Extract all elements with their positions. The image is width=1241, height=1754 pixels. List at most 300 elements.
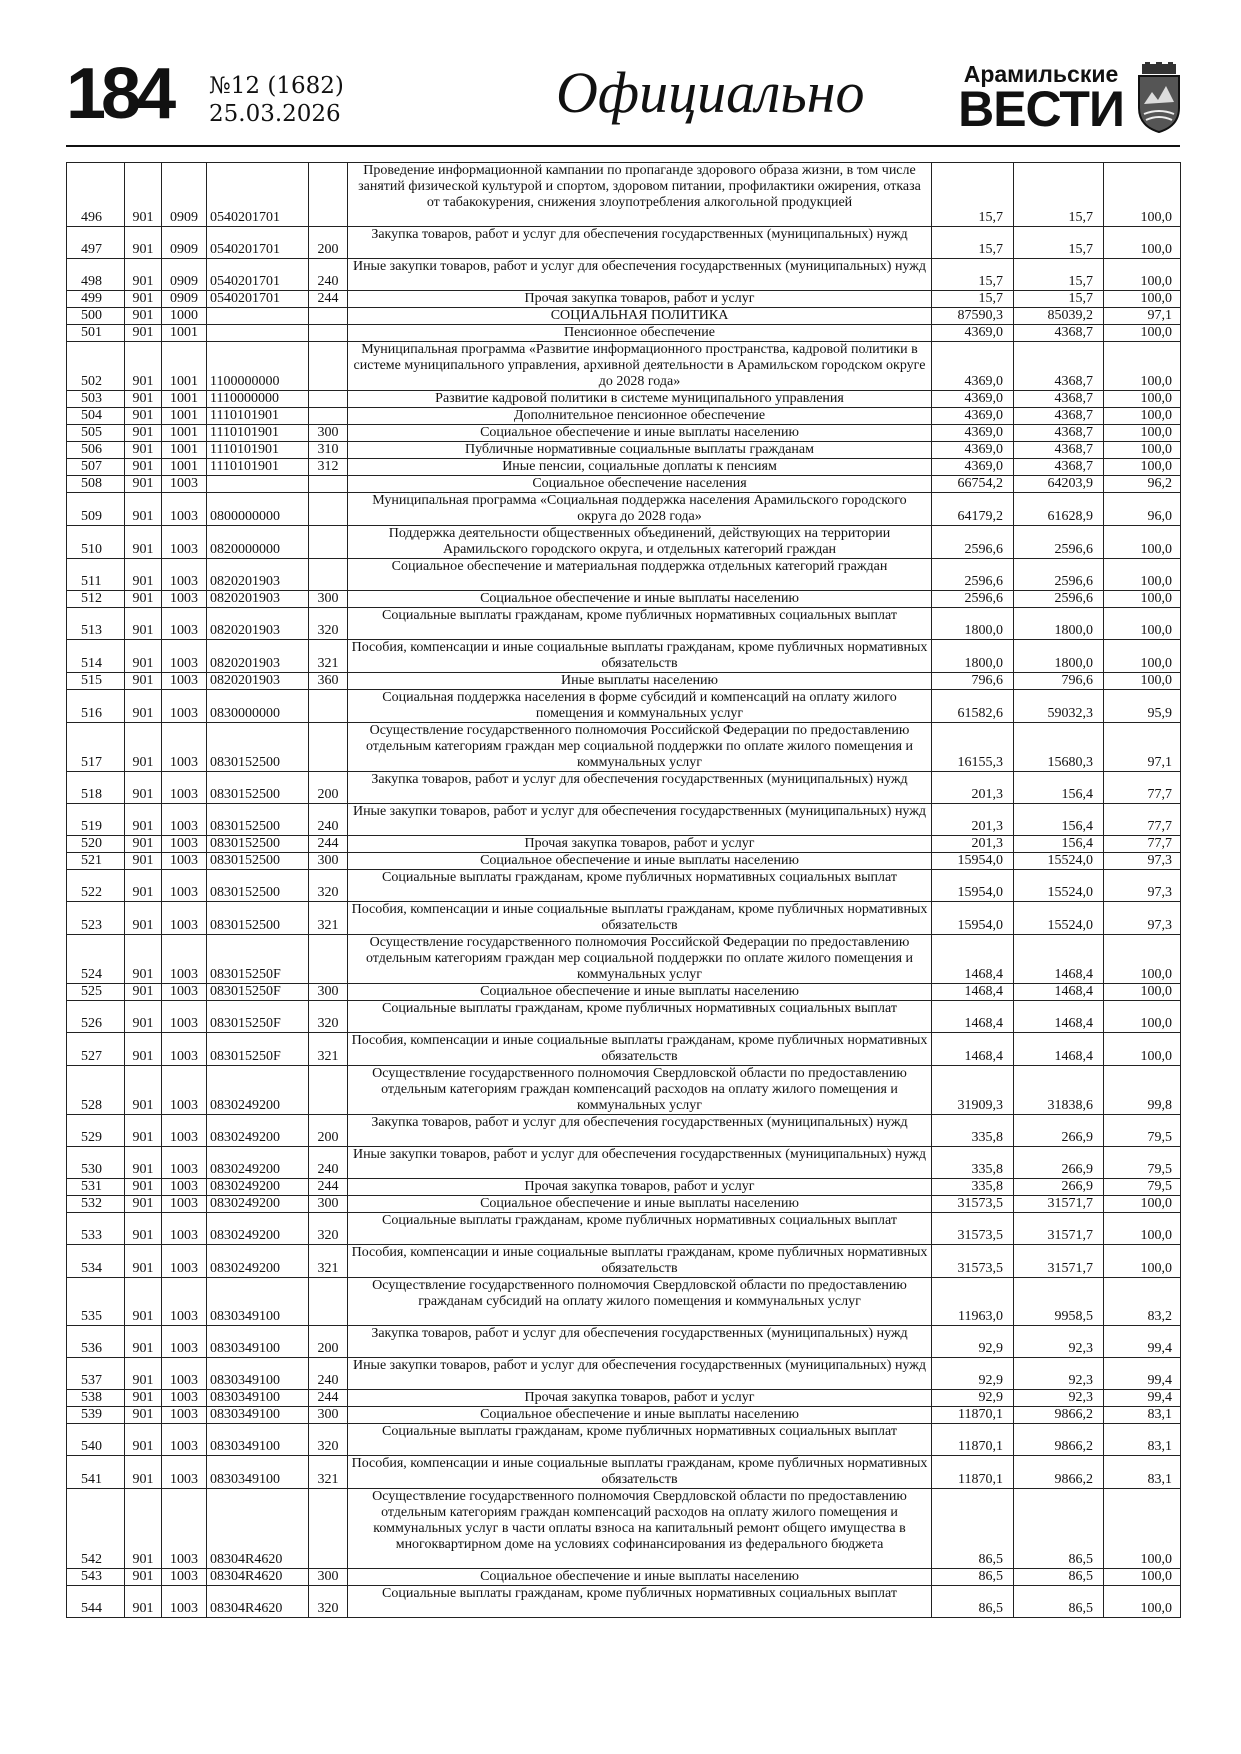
row-number: 512 <box>67 591 125 608</box>
executed-amount: 2596,6 <box>1014 526 1104 559</box>
row-number: 499 <box>67 291 125 308</box>
table-row <box>67 1569 1181 1586</box>
execution-percent: 100,0 <box>1104 1245 1181 1278</box>
section-code: 1003 <box>162 1001 207 1033</box>
expense-type <box>309 935 348 984</box>
planned-amount: 1468,4 <box>932 1033 1014 1066</box>
section-code: 1003 <box>162 1407 207 1424</box>
target-article: 0830000000 <box>207 690 309 723</box>
target-article: 0820201903 <box>207 559 309 591</box>
ministry-code: 901 <box>125 325 162 342</box>
planned-amount: 4369,0 <box>932 442 1014 459</box>
execution-percent: 100,0 <box>1104 526 1181 559</box>
target-article: 0830349100 <box>207 1390 309 1407</box>
section-code: 1001 <box>162 391 207 408</box>
section-code: 1001 <box>162 459 207 476</box>
ministry-code: 901 <box>125 1033 162 1066</box>
table-row <box>67 591 1181 608</box>
planned-amount: 15,7 <box>932 291 1014 308</box>
section-code: 1003 <box>162 673 207 690</box>
target-article: 0830152500 <box>207 804 309 836</box>
planned-amount: 86,5 <box>932 1569 1014 1586</box>
ministry-code: 901 <box>125 984 162 1001</box>
description: Пособия, компенсации и иные социальные выплаты гражданам, кроме публичных нормативных обязательств <box>348 640 932 673</box>
ministry-code: 901 <box>125 526 162 559</box>
row-number: 497 <box>67 227 125 259</box>
section-code: 1003 <box>162 640 207 673</box>
description: Социальное обеспечение и иные выплаты населению <box>348 1569 932 1586</box>
execution-percent: 100,0 <box>1104 425 1181 442</box>
description: Пенсионное обеспечение <box>348 325 932 342</box>
expense-type: 320 <box>309 1213 348 1245</box>
executed-amount: 31838,6 <box>1014 1066 1104 1115</box>
section-code: 1003 <box>162 1569 207 1586</box>
planned-amount: 335,8 <box>932 1179 1014 1196</box>
ministry-code: 901 <box>125 1326 162 1358</box>
description: Социальная поддержка населения в форме субсидий и компенсаций на оплату жилого помещения и коммунальных услуг <box>348 690 932 723</box>
target-article: 0830249200 <box>207 1179 309 1196</box>
section-code: 1003 <box>162 1586 207 1618</box>
execution-percent: 96,2 <box>1104 476 1181 493</box>
expense-type <box>309 342 348 391</box>
section-code: 1003 <box>162 476 207 493</box>
executed-amount: 4368,7 <box>1014 408 1104 425</box>
issue-info <box>209 72 344 128</box>
table-row <box>67 673 1181 690</box>
row-number: 511 <box>67 559 125 591</box>
description: Закупка товаров, работ и услуг для обеспечения государственных (муниципальных) нужд <box>348 227 932 259</box>
execution-percent: 100,0 <box>1104 1489 1181 1569</box>
section-code: 0909 <box>162 291 207 308</box>
table-row <box>67 325 1181 342</box>
ministry-code: 901 <box>125 1245 162 1278</box>
section-code: 1003 <box>162 1115 207 1147</box>
row-number: 502 <box>67 342 125 391</box>
section-code: 1003 <box>162 772 207 804</box>
section-code: 1003 <box>162 1326 207 1358</box>
target-article: 0540201701 <box>207 291 309 308</box>
executed-amount: 156,4 <box>1014 836 1104 853</box>
ministry-code: 901 <box>125 442 162 459</box>
ministry-code: 901 <box>125 902 162 935</box>
table-row <box>67 1179 1181 1196</box>
table-row <box>67 227 1181 259</box>
row-number: 539 <box>67 1407 125 1424</box>
executed-amount: 31571,7 <box>1014 1196 1104 1213</box>
description: Социальное обеспечение и иные выплаты населению <box>348 591 932 608</box>
execution-percent: 99,4 <box>1104 1326 1181 1358</box>
description: Социальное обеспечение населения <box>348 476 932 493</box>
execution-percent: 100,0 <box>1104 163 1181 227</box>
description: Пособия, компенсации и иные социальные выплаты гражданам, кроме публичных нормативных обязательств <box>348 1245 932 1278</box>
row-number: 496 <box>67 163 125 227</box>
expense-type: 300 <box>309 1196 348 1213</box>
planned-amount: 2596,6 <box>932 526 1014 559</box>
target-article: 0820000000 <box>207 526 309 559</box>
description: Социальное обеспечение и иные выплаты населению <box>348 984 932 1001</box>
planned-amount: 86,5 <box>932 1489 1014 1569</box>
execution-percent: 100,0 <box>1104 1001 1181 1033</box>
row-number: 515 <box>67 673 125 690</box>
execution-percent: 100,0 <box>1104 259 1181 291</box>
row-number: 522 <box>67 870 125 902</box>
execution-percent: 100,0 <box>1104 1196 1181 1213</box>
execution-percent: 79,5 <box>1104 1147 1181 1179</box>
ministry-code: 901 <box>125 1179 162 1196</box>
executed-amount: 4368,7 <box>1014 442 1104 459</box>
expense-type: 321 <box>309 1245 348 1278</box>
executed-amount: 4368,7 <box>1014 342 1104 391</box>
table-row <box>67 1489 1181 1569</box>
ministry-code: 901 <box>125 1456 162 1489</box>
executed-amount: 1800,0 <box>1014 608 1104 640</box>
table-row <box>67 1326 1181 1358</box>
table-row <box>67 804 1181 836</box>
table-row <box>67 1245 1181 1278</box>
target-article: 1110101901 <box>207 408 309 425</box>
description: Осуществление государственного полномочия Российской Федерации по предоставлению отдельным категориям граждан мер социальной поддержки по оплате жилого помещения и коммунальных услуг <box>348 723 932 772</box>
ministry-code: 901 <box>125 640 162 673</box>
ministry-code: 901 <box>125 1358 162 1390</box>
row-number: 513 <box>67 608 125 640</box>
target-article: 08304R4620 <box>207 1569 309 1586</box>
executed-amount: 1468,4 <box>1014 935 1104 984</box>
ministry-code: 901 <box>125 870 162 902</box>
table-row <box>67 391 1181 408</box>
target-article: 0830249200 <box>207 1196 309 1213</box>
section-code: 1003 <box>162 493 207 526</box>
planned-amount: 31573,5 <box>932 1196 1014 1213</box>
section-code: 1003 <box>162 1179 207 1196</box>
executed-amount: 796,6 <box>1014 673 1104 690</box>
description: Осуществление государственного полномочия Свердловской области по предоставлению гражданам субсидий на оплату жилого помещения и коммунальных услуг <box>348 1278 932 1326</box>
target-article: 0830349100 <box>207 1456 309 1489</box>
row-number: 507 <box>67 459 125 476</box>
executed-amount: 15,7 <box>1014 227 1104 259</box>
expense-type: 321 <box>309 640 348 673</box>
description: Поддержка деятельности общественных объединений, действующих на территории Арамильского городского округа, и отдельных категорий граждан <box>348 526 932 559</box>
table-row <box>67 1115 1181 1147</box>
ministry-code: 901 <box>125 559 162 591</box>
planned-amount: 4369,0 <box>932 425 1014 442</box>
execution-percent: 77,7 <box>1104 804 1181 836</box>
row-number: 537 <box>67 1358 125 1390</box>
row-number: 534 <box>67 1245 125 1278</box>
description: СОЦИАЛЬНАЯ ПОЛИТИКА <box>348 308 932 325</box>
execution-percent: 100,0 <box>1104 1213 1181 1245</box>
row-number: 506 <box>67 442 125 459</box>
table-row <box>67 526 1181 559</box>
description: Социальные выплаты гражданам, кроме публичных нормативных социальных выплат <box>348 870 932 902</box>
section-code: 1003 <box>162 836 207 853</box>
section-code: 1003 <box>162 1424 207 1456</box>
description: Закупка товаров, работ и услуг для обеспечения государственных (муниципальных) нужд <box>348 772 932 804</box>
expense-type: 240 <box>309 259 348 291</box>
execution-percent: 79,5 <box>1104 1179 1181 1196</box>
section-code: 1003 <box>162 591 207 608</box>
table-row <box>67 640 1181 673</box>
execution-percent: 100,0 <box>1104 442 1181 459</box>
planned-amount: 15954,0 <box>932 853 1014 870</box>
section-code: 1003 <box>162 1066 207 1115</box>
expense-type: 320 <box>309 1001 348 1033</box>
ministry-code: 901 <box>125 1001 162 1033</box>
target-article: 1100000000 <box>207 342 309 391</box>
section-code: 1003 <box>162 723 207 772</box>
executed-amount: 4368,7 <box>1014 459 1104 476</box>
description: Социальные выплаты гражданам, кроме публичных нормативных социальных выплат <box>348 1586 932 1618</box>
description: Иные закупки товаров, работ и услуг для обеспечения государственных (муниципальных) нужд <box>348 259 932 291</box>
execution-percent: 100,0 <box>1104 935 1181 984</box>
execution-percent: 100,0 <box>1104 325 1181 342</box>
description: Социальное обеспечение и иные выплаты населению <box>348 853 932 870</box>
execution-percent: 97,3 <box>1104 902 1181 935</box>
row-number: 523 <box>67 902 125 935</box>
header-divider <box>66 145 1180 147</box>
table-row <box>67 1213 1181 1245</box>
executed-amount: 85039,2 <box>1014 308 1104 325</box>
ministry-code: 901 <box>125 308 162 325</box>
budget-table <box>66 162 1181 1618</box>
row-number: 532 <box>67 1196 125 1213</box>
description: Прочая закупка товаров, работ и услуг <box>348 291 932 308</box>
execution-percent: 100,0 <box>1104 342 1181 391</box>
executed-amount: 15524,0 <box>1014 853 1104 870</box>
execution-percent: 99,8 <box>1104 1066 1181 1115</box>
expense-type: 240 <box>309 1358 348 1390</box>
row-number: 514 <box>67 640 125 673</box>
coat-of-arms-icon <box>1136 62 1182 134</box>
execution-percent: 100,0 <box>1104 591 1181 608</box>
section-code: 1000 <box>162 308 207 325</box>
row-number: 520 <box>67 836 125 853</box>
row-number: 516 <box>67 690 125 723</box>
table-row <box>67 1424 1181 1456</box>
target-article <box>207 308 309 325</box>
row-number: 530 <box>67 1147 125 1179</box>
section-code: 1003 <box>162 1489 207 1569</box>
ministry-code: 901 <box>125 690 162 723</box>
section-code: 1003 <box>162 1390 207 1407</box>
target-article: 0830349100 <box>207 1407 309 1424</box>
section-code: 1003 <box>162 902 207 935</box>
execution-percent: 100,0 <box>1104 391 1181 408</box>
ministry-code: 901 <box>125 1586 162 1618</box>
table-row <box>67 442 1181 459</box>
execution-percent: 99,4 <box>1104 1390 1181 1407</box>
table-row <box>67 1196 1181 1213</box>
page-number: 184 <box>66 54 172 134</box>
section-code: 1001 <box>162 425 207 442</box>
expense-type <box>309 493 348 526</box>
table-row <box>67 493 1181 526</box>
expense-type: 320 <box>309 1586 348 1618</box>
description: Социальные выплаты гражданам, кроме публичных нормативных социальных выплат <box>348 1424 932 1456</box>
target-article: 0830152500 <box>207 836 309 853</box>
ministry-code: 901 <box>125 591 162 608</box>
section-code: 1001 <box>162 325 207 342</box>
planned-amount: 64179,2 <box>932 493 1014 526</box>
target-article: 1110101901 <box>207 442 309 459</box>
execution-percent: 77,7 <box>1104 836 1181 853</box>
description: Социальные выплаты гражданам, кроме публичных нормативных социальных выплат <box>348 1213 932 1245</box>
section-code: 1003 <box>162 870 207 902</box>
expense-type: 244 <box>309 836 348 853</box>
description: Прочая закупка товаров, работ и услуг <box>348 1179 932 1196</box>
description: Муниципальная программа «Развитие информационного пространства, кадровой политики в системе муниципального управления, архивной деятельности в Арамильском городском округе до 2028 года» <box>348 342 932 391</box>
section-code: 1003 <box>162 1358 207 1390</box>
row-number: 543 <box>67 1569 125 1586</box>
expense-type <box>309 308 348 325</box>
description: Социальные выплаты гражданам, кроме публичных нормативных социальных выплат <box>348 1001 932 1033</box>
row-number: 542 <box>67 1489 125 1569</box>
section-code: 1003 <box>162 984 207 1001</box>
table-row <box>67 1358 1181 1390</box>
execution-percent: 100,0 <box>1104 1569 1181 1586</box>
expense-type <box>309 690 348 723</box>
description: Иные закупки товаров, работ и услуг для обеспечения государственных (муниципальных) нужд <box>348 1358 932 1390</box>
executed-amount: 86,5 <box>1014 1586 1104 1618</box>
execution-percent: 100,0 <box>1104 1586 1181 1618</box>
executed-amount: 1800,0 <box>1014 640 1104 673</box>
description: Проведение информационной кампании по пропаганде здорового образа жизни, в том числе занятий физической культурой и спортом, здоровом питании, профилактики ожирения, отказа от табакокурения, снижения злоупотребления алкогольной продукцией <box>348 163 932 227</box>
table-row <box>67 902 1181 935</box>
section-code: 1003 <box>162 1196 207 1213</box>
table-row <box>67 476 1181 493</box>
expense-type: 300 <box>309 591 348 608</box>
planned-amount: 11963,0 <box>932 1278 1014 1326</box>
section-code: 1003 <box>162 1278 207 1326</box>
executed-amount: 61628,9 <box>1014 493 1104 526</box>
execution-percent: 83,1 <box>1104 1407 1181 1424</box>
planned-amount: 16155,3 <box>932 723 1014 772</box>
table-row <box>67 853 1181 870</box>
expense-type <box>309 391 348 408</box>
planned-amount: 86,5 <box>932 1586 1014 1618</box>
description: Закупка товаров, работ и услуг для обеспечения государственных (муниципальных) нужд <box>348 1326 932 1358</box>
row-number: 501 <box>67 325 125 342</box>
executed-amount: 92,3 <box>1014 1326 1104 1358</box>
target-article: 0800000000 <box>207 493 309 526</box>
section-code: 1003 <box>162 526 207 559</box>
row-number: 528 <box>67 1066 125 1115</box>
row-number: 498 <box>67 259 125 291</box>
executed-amount: 156,4 <box>1014 804 1104 836</box>
executed-amount: 15680,3 <box>1014 723 1104 772</box>
description: Муниципальная программа «Социальная поддержка населения Арамильского городского округа до 2028 года» <box>348 493 932 526</box>
ministry-code: 901 <box>125 1196 162 1213</box>
target-article: 0540201701 <box>207 163 309 227</box>
target-article: 083015250F <box>207 1001 309 1033</box>
expense-type: 321 <box>309 1033 348 1066</box>
table-row <box>67 1033 1181 1066</box>
expense-type: 321 <box>309 1456 348 1489</box>
table-row <box>67 408 1181 425</box>
target-article: 1110101901 <box>207 459 309 476</box>
expense-type: 300 <box>309 425 348 442</box>
row-number: 509 <box>67 493 125 526</box>
section-code: 0909 <box>162 259 207 291</box>
planned-amount: 2596,6 <box>932 559 1014 591</box>
section-title: Официально <box>556 60 865 125</box>
table-row <box>67 425 1181 442</box>
planned-amount: 15,7 <box>932 227 1014 259</box>
executed-amount: 266,9 <box>1014 1147 1104 1179</box>
expense-type: 360 <box>309 673 348 690</box>
execution-percent: 97,3 <box>1104 870 1181 902</box>
description: Социальные выплаты гражданам, кроме публичных нормативных социальных выплат <box>348 608 932 640</box>
row-number: 526 <box>67 1001 125 1033</box>
expense-type <box>309 723 348 772</box>
target-article: 08304R4620 <box>207 1586 309 1618</box>
ministry-code: 901 <box>125 935 162 984</box>
target-article: 0830349100 <box>207 1278 309 1326</box>
row-number: 529 <box>67 1115 125 1147</box>
executed-amount: 31571,7 <box>1014 1245 1104 1278</box>
table-row <box>67 870 1181 902</box>
executed-amount: 15524,0 <box>1014 870 1104 902</box>
section-code: 1003 <box>162 804 207 836</box>
execution-percent: 100,0 <box>1104 459 1181 476</box>
table-body <box>67 163 1181 1618</box>
description: Социальное обеспечение и иные выплаты населению <box>348 1196 932 1213</box>
expense-type <box>309 559 348 591</box>
planned-amount: 11870,1 <box>932 1456 1014 1489</box>
table-row <box>67 690 1181 723</box>
target-article <box>207 325 309 342</box>
executed-amount: 9958,5 <box>1014 1278 1104 1326</box>
row-number: 519 <box>67 804 125 836</box>
ministry-code: 901 <box>125 1147 162 1179</box>
execution-percent: 100,0 <box>1104 408 1181 425</box>
target-article: 0540201701 <box>207 227 309 259</box>
target-article: 0830152500 <box>207 902 309 935</box>
expense-type: 240 <box>309 804 348 836</box>
expense-type: 244 <box>309 291 348 308</box>
executed-amount: 59032,3 <box>1014 690 1104 723</box>
description: Социальное обеспечение и иные выплаты населению <box>348 425 932 442</box>
execution-percent: 77,7 <box>1104 772 1181 804</box>
planned-amount: 15954,0 <box>932 870 1014 902</box>
executed-amount: 92,3 <box>1014 1390 1104 1407</box>
planned-amount: 335,8 <box>932 1147 1014 1179</box>
row-number: 538 <box>67 1390 125 1407</box>
expense-type: 244 <box>309 1390 348 1407</box>
table-row <box>67 1066 1181 1115</box>
target-article: 1110000000 <box>207 391 309 408</box>
expense-type: 200 <box>309 227 348 259</box>
execution-percent: 97,1 <box>1104 723 1181 772</box>
target-article: 0830249200 <box>207 1115 309 1147</box>
target-article: 0820201903 <box>207 640 309 673</box>
ministry-code: 901 <box>125 1278 162 1326</box>
expense-type: 300 <box>309 984 348 1001</box>
executed-amount: 86,5 <box>1014 1569 1104 1586</box>
page-header <box>66 54 1180 146</box>
description: Прочая закупка товаров, работ и услуг <box>348 1390 932 1407</box>
table-row <box>67 935 1181 984</box>
executed-amount: 1468,4 <box>1014 984 1104 1001</box>
description: Осуществление государственного полномочия Свердловской области по предоставлению отдельным категориям граждан компенсаций расходов на оплату жилого помещения и коммунальных услуг <box>348 1066 932 1115</box>
planned-amount: 4369,0 <box>932 391 1014 408</box>
execution-percent: 83,2 <box>1104 1278 1181 1326</box>
ministry-code: 901 <box>125 723 162 772</box>
table-row <box>67 1407 1181 1424</box>
target-article: 1110101901 <box>207 425 309 442</box>
execution-percent: 100,0 <box>1104 673 1181 690</box>
executed-amount: 4368,7 <box>1014 425 1104 442</box>
executed-amount: 92,3 <box>1014 1358 1104 1390</box>
